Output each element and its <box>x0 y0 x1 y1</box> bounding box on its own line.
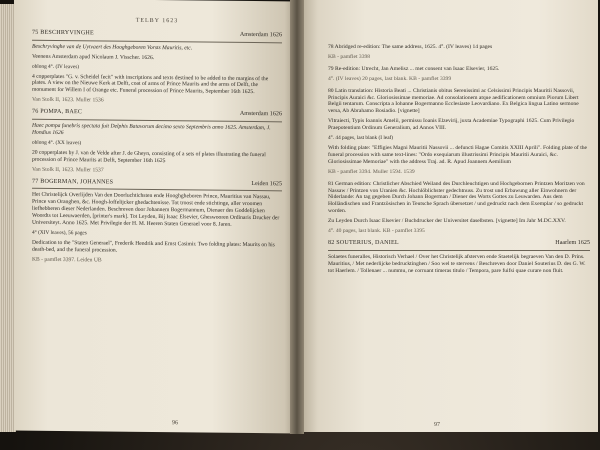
entry-heading: 76 POMPA, BAEC <box>32 108 83 116</box>
catalogue-entry-76 <box>32 109 282 176</box>
entry-title: Haec pompa funebris spectata fuit Delphis Batavorum decimo sexto Septembris anno 1625. Amsterdam, J. Hondius 1626 <box>32 122 271 137</box>
entry-note: With folding plate: "Effigies Magni Mauritii Nassovii ... defuncti Hagae Comitis XXIII Aprili". Folding plate of the funeral procession with same text-lines: "Ordo exequiarum illustrissimi Principis Mauritii Auraici, &c. Gloriosissimae Memoriae" with the address Traj. ad. R. Apud Joannem Aemilium <box>328 144 588 165</box>
entry-reference: 4°. 40 pages, last blank. KB - pamflet 3395 <box>328 228 425 235</box>
entry-heading: 75 BESCHRYVINGHE <box>32 29 94 37</box>
entry-reference: KB - pamflet 3398 <box>328 53 371 60</box>
book-gutter <box>290 0 304 434</box>
catalogue-entry-80 <box>328 88 590 176</box>
entry-heading: 78 Abridged re-edition: The same address, 1625. 4°. (IV leaves) 14 pages <box>328 44 493 50</box>
entry-heading: 82 SOUTERIUS, DANIEL <box>328 239 399 246</box>
catalogue-entry-77 <box>32 178 282 266</box>
catalogue-entry-78 <box>328 44 590 61</box>
divider <box>328 250 590 251</box>
left-page-content <box>32 17 282 271</box>
entry-collation: oblong 4°. (IV leaves) <box>32 63 80 70</box>
entry-place-date: Leiden 1625 <box>251 180 282 187</box>
entry-collation: oblong 4°. (XX leaves) <box>32 139 82 147</box>
page-number: 97 <box>434 422 440 428</box>
page-number: 96 <box>172 420 178 427</box>
divider <box>32 188 282 192</box>
entry-heading: 77 BOGERMAN, JOHANNES <box>32 178 114 186</box>
entry-place-date: Amsterdam 1626 <box>239 31 282 39</box>
entry-collation: 4° (XIV leaves), 56 pages <box>32 229 87 237</box>
entry-reference: KB - pamflet 3394. Muller 1594. 1539 <box>328 168 415 175</box>
entry-place-date: Amsterdam 1626 <box>239 111 282 118</box>
catalogue-entry-82 <box>328 240 590 275</box>
right-page-content <box>328 44 590 280</box>
entry-heading: 80 Latin translation: Historia Beati ... Christianis obitus Serenissimi ac Celsissimi Principis Mauritii Nassovii, Principis Auraici &c. Gloriosissimae memoriae. Ad consolationem atque aedificationem omnium Piorum Libert Belgii tentarum. Conscripta a Iohanne Bogermanno Ecclesiaste Leovardiano. Ex Belgica lingua Latino sermone versa, Ab Abrahamo Bosiadio. [vignette] <box>328 87 579 115</box>
entry-imprint: Zu Leyden Durch Isaac Elsevier / Buchdrucker der Universitet daselbsten. [vignette] Im Jahr M.DC.XXV. <box>328 218 566 225</box>
entry-imprint: Vltraiecti, Typis Ioannis Amelii, permissu Ioanis Elzevirij, juxta Academiae Typographi 1625. Cum Privilegio Praepotentium Ordinum Generalium, ad Annos VIII. <box>328 118 575 132</box>
right-page <box>300 0 598 432</box>
entry-title: Solaetes funeralles, Historisch Verhael / Over het Christelijk afsterven ende Staetelijk begraeven Van den D. Prins. Mauritius, / Met nederlijcke bedrucktinghen / Soo wel te stervens / Beschreven door Daniel Souterius D. des G. W. tot Haerlem. / Tollenaer ... nummu, ne corruant timeras titulo / Tempora, pare fuifsi quae curare non fluit. <box>328 253 586 274</box>
entry-imprint: Veenens Amsterdam apud Nicolaum J. Visscher. 1626. <box>32 53 155 61</box>
running-head: TELBY 1623 <box>135 17 179 25</box>
entry-place-date: Haarlem 1625 <box>555 239 590 246</box>
entry-reference: Van Stolk II, 1623. Muller 1537 <box>32 166 104 174</box>
left-page <box>14 0 296 433</box>
entry-title: Het Christelijck Overlijden Van den Doorluchtichsten ende Hooghgheboren Prince, Mauritius van Nassau, Prince van Oranghen, &c. Hoogh-loffelijcker ghedachtenisse. Tot troost ende stichtinge, aller vroomen liefhebberen dieser Nederlanden. Beschreven door Johannem Bogermannum, Dienaer des Goddelijcken Woordts tot Leeuwaerden, [printer's mark]. Tot Leyden, Bij Isaac Elsevier, Gheswooren Ordinaris Drucker der Universiteyt. Anno 1625. Met Privilegie der H. M. Heeren Staten Generael voor 8. Jaren. <box>32 192 280 228</box>
entry-note: 4 copperplates "G. v. Scheidel fecit" with inscriptions and texts destined to be added to the margins of the plates. A view on the Nieuwe Kerk at Delft, coat of arms of Prince Maurits and the arms of Delft, the monument for Willem I of Orange etc. Funeral procession of Prince Maurits, September 16th 1625. <box>32 73 269 96</box>
entry-reference: KB - pamflet 3397. Leiden UB <box>32 256 102 264</box>
entry-title: Beschryvinghe van de Uytvaert des Hooghgeboren Vorsts Mauritis, etc. <box>32 43 193 52</box>
divider <box>32 40 282 44</box>
entry-reference: 4°. (IV leaves) 20 pages, last blank. KB - pamflet 3399 <box>328 75 452 82</box>
entry-reference: Van Stolk II, 1623. Muller 1536 <box>32 96 104 104</box>
entry-note: Dedication to the "Staten Generael", Frederik Hendrik and Ernst Casimir. Two folding plates: Maurits on his death-bed, and the funeral procession. <box>32 239 275 254</box>
entry-note: 20 copperplates by J. van de Velde after J. de Gheyn, consisting of a sets of plates illustrating the funeral procession of Prince Maurits at Delft, September 16th 1625 <box>32 149 266 164</box>
entry-heading: 79 Re-edition: Utrecht, Jan Amelisz ... met consent van Isaac Elsevier, 1625. <box>328 65 500 72</box>
catalogue-entry-79 <box>328 66 590 83</box>
entry-heading: 81 German edition: Christlicher Abschied Weiland des Durchleuchtigen und Hochgebornen Printzen Moritzen von Nassaw / Printzen von Uranien &c. Hochlöblichster gedechtnuss. Zu trost und Erbawung aller Einwohnern der Niderlande: An tag gegeben Durch Johann Bogerman / Diener des Worts Gottes zu Leuwarden. Aus dem Holländischen und Frantzösischen in Teutsche Sprach übersetzet / und gedruckt nach dem Exemplar / so gedruckt worden. <box>328 180 585 215</box>
catalogue-entry-81 <box>328 181 590 235</box>
entry-collation: 4°. 44 pages, last blank (I leaf) <box>328 135 394 142</box>
catalogue-entry-75 <box>32 30 282 107</box>
divider <box>32 119 282 123</box>
